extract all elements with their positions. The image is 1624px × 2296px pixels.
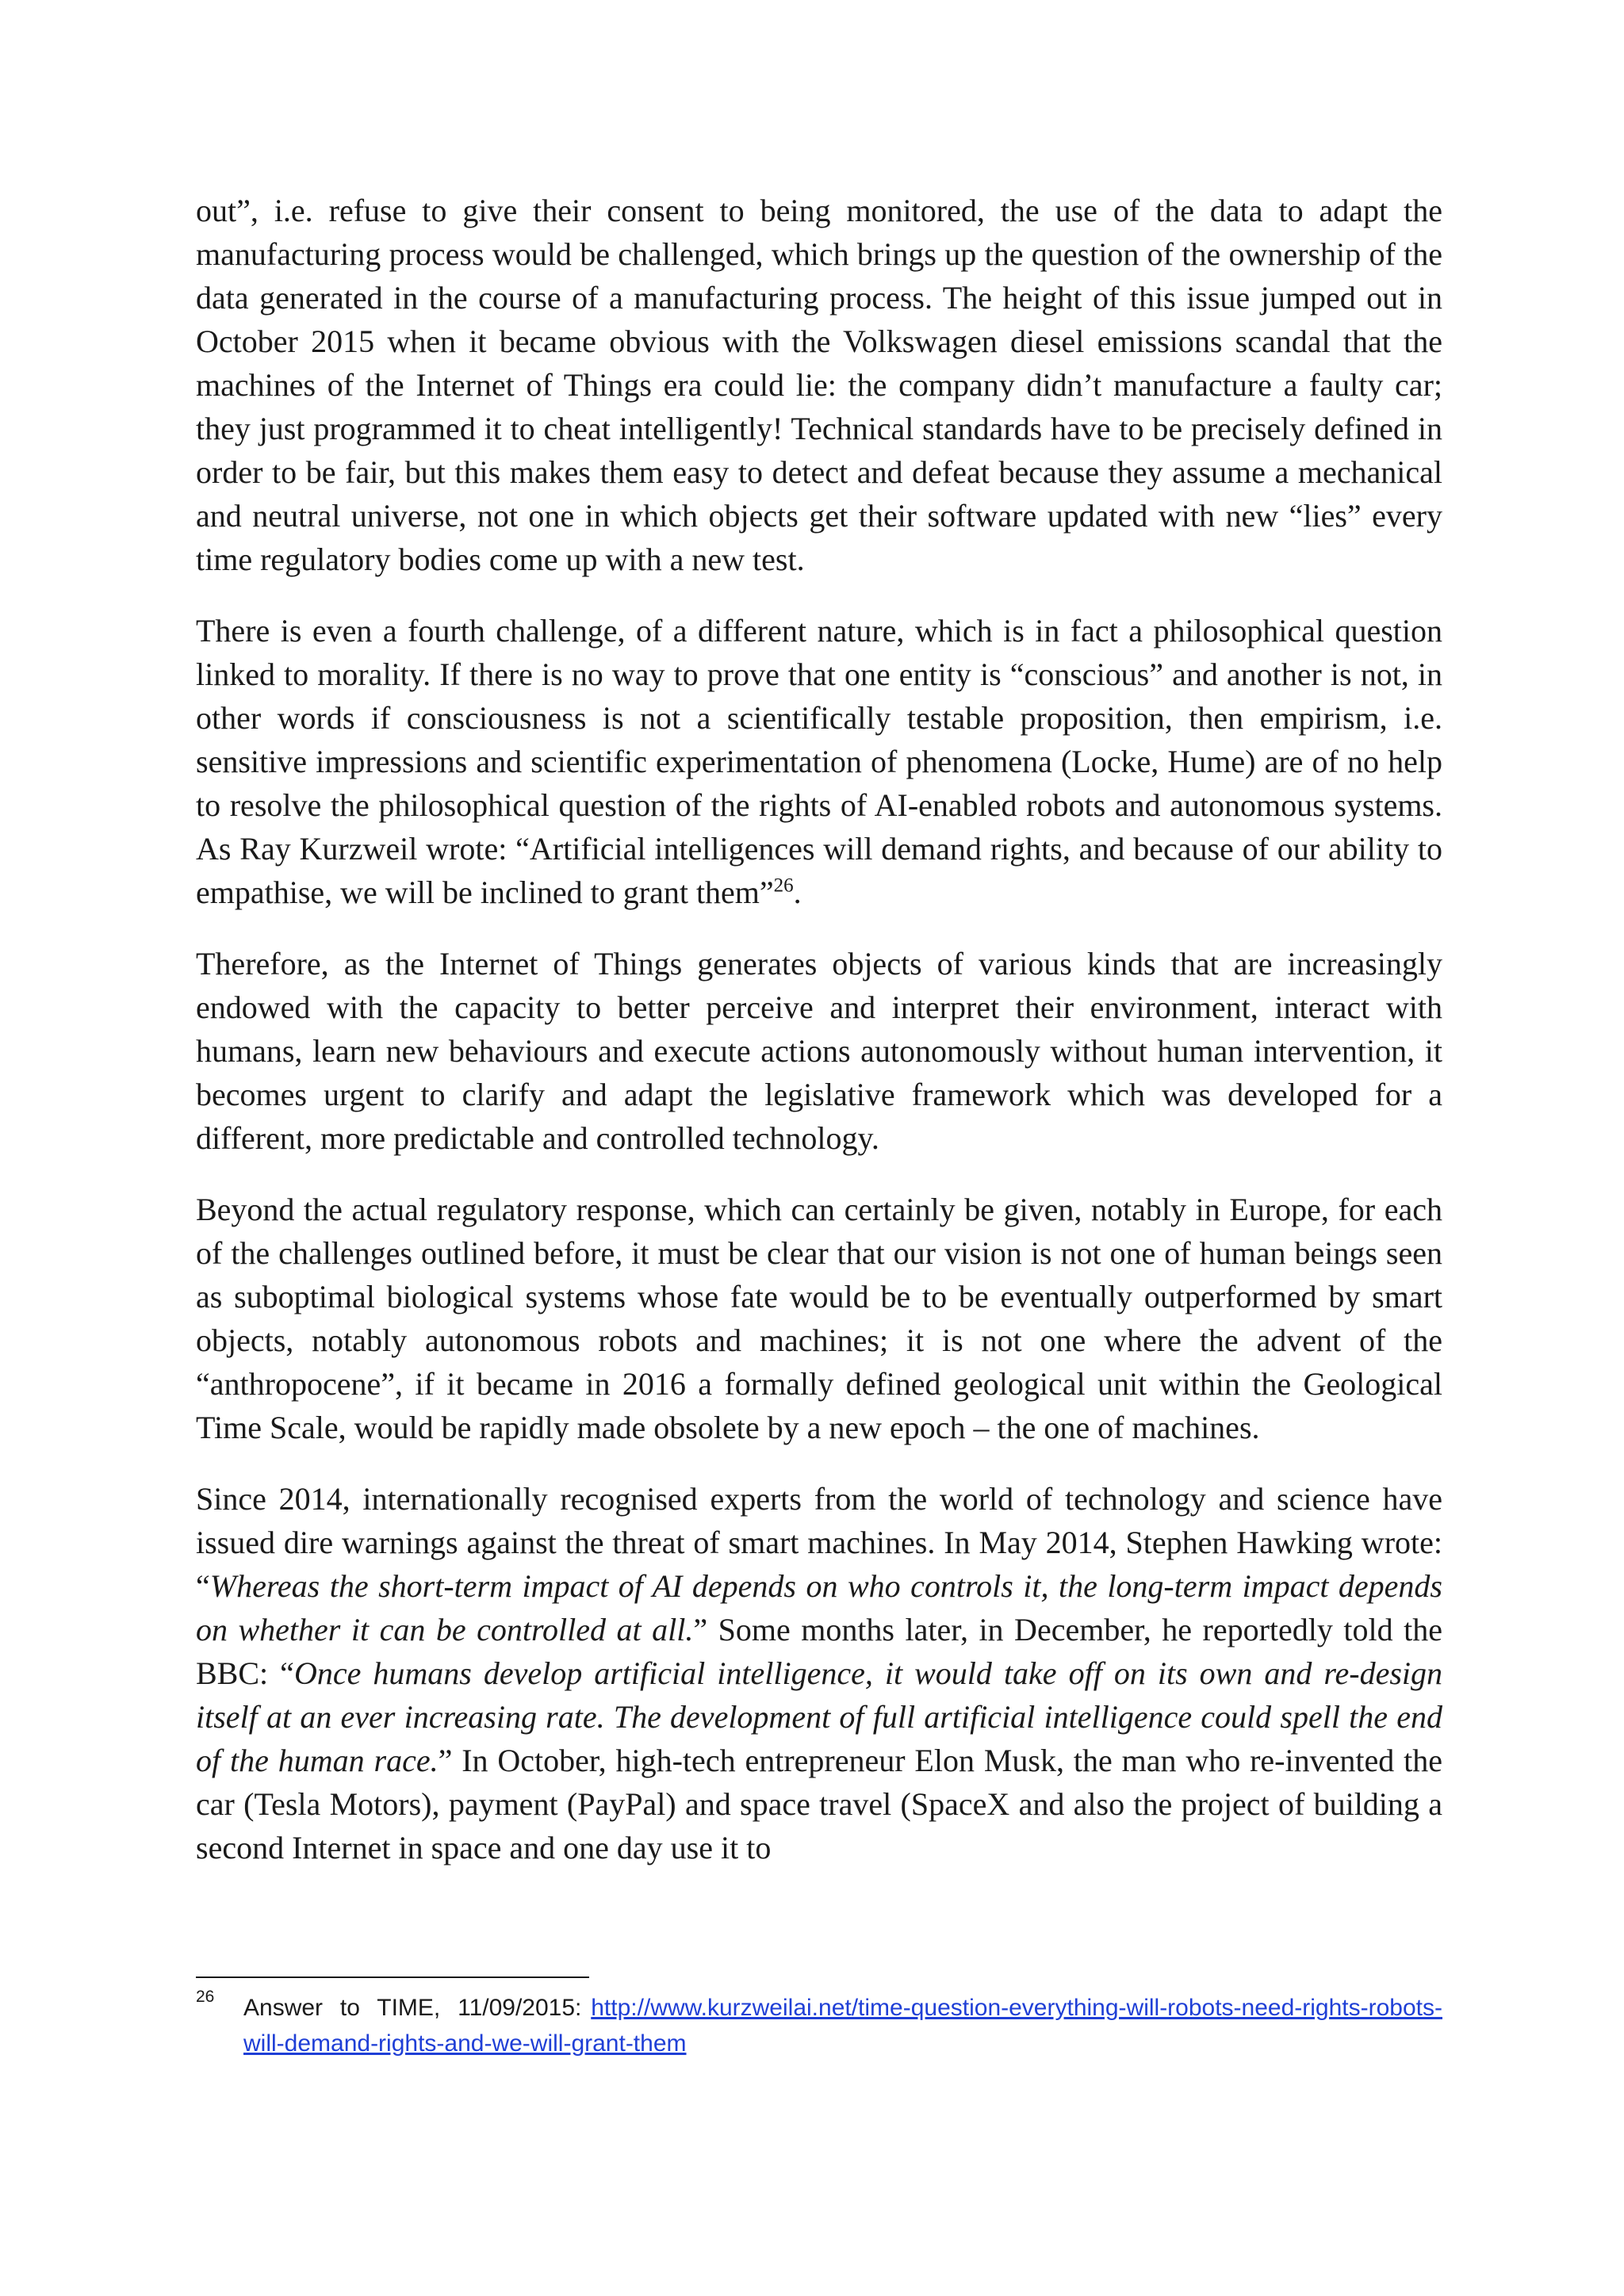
body-text (196, 189, 1442, 1897)
footnote-label: Answer to TIME, 11/09/2015: (243, 1995, 582, 2021)
hawking-quote-1: Whereas the short-term impact of AI depends on who controls it, the long-term impact depends on whether it can be controlled at all. (196, 1568, 1442, 1647)
paragraph-1: out”, i.e. refuse to give their consent to being monitored, the use of the data to adapt the manufacturing process would be challenged, which brings up the question of the ownership of the data generated in the course of a manufacturing process. The height of this issue jumped out in October 2015 when it became obvious with the Volkswagen diesel emissions scandal that the machines of the Internet of Things era could lie: the company didn’t manufacture a faulty car; they just programmed it to cheat intelligently! Technical standards have to be precisely defined in order to be fair, but this makes them easy to detect and defeat because they assume a mechanical and neutral universe, not one in which objects get their software updated with new “lies” every time regulatory bodies come up with a new test. (196, 193, 1442, 577)
hawking-quote-2: Once humans develop artificial intelligence, it would take off on its own and re-design itself at an ever increasing rate. The development of full artificial intelligence could spell the end of the human race. (196, 1655, 1443, 1778)
paragraph-2-text: There is even a fourth challenge, of a different nature, which is in fact a philosophical question linked to morality. If there is no way to prove that one entity is “conscious” and another is not, in other words if consciousness is not a scientifically testable proposition, then empirism, i.e. sensitive impressions and scientific experimentation of phenomena (Locke, Hume) are of no help to resolve the philosophical question of the rights of AI-enabled robots and autonomous systems. As Ray Kurzweil wrote: “Artificial intelligences will demand rights, and because of our ability to empathise, we will be inclined to grant them” (196, 613, 1442, 910)
footnote-body (243, 1990, 1442, 2061)
paragraph-5-bridge: ” Some months later, in December, he reportedly told the BBC: “ (196, 1612, 1442, 1691)
paragraph-4: Beyond the actual regulatory response, which can certainly be given, notably in Europe, for each of the challenges outlined before, it must be clear that our vision is not one of human beings seen as suboptimal biological systems whose fate would be to be eventually outperformed by smart objects, notably autonomous robots and machines; it is not one where the advent of the “anthropocene”, if it became in 2016 a formally defined geological unit within the Geological Time Scale, would be rapidly made obsolete by a new epoch – the one of machines. (196, 1192, 1442, 1445)
footnote-link[interactable]: http://www.kurzweilai.net/time-question-everything-will-robots-need-rights-robots-will-demand-rights-and-we-will-grant-them (243, 1995, 1442, 2057)
footnote-26 (196, 1990, 1442, 2061)
footnote-reference-26[interactable]: 26 (773, 874, 794, 897)
footnote-number: 26 (196, 1988, 215, 2006)
paragraph-2 (196, 609, 1442, 914)
paragraph-5-intro: Since 2014, internationally recognised experts from the world of technology and science have issued dire warnings against the threat of smart machines. In May 2014, Stephen Hawking wrote: “ (196, 1481, 1442, 1604)
paragraph-3: Therefore, as the Internet of Things generates objects of various kinds that are increasingly endowed with the capacity to better perceive and interpret their environment, interact with humans, learn new behaviours and execute actions autonomously without human intervention, it becomes urgent to clarify and adapt the legislative framework which was developed for a different, more predictable and controlled technology. (196, 946, 1442, 1156)
paragraph-2-end: . (793, 874, 802, 910)
paragraph-5 (196, 1477, 1442, 1869)
paragraph-5-continuation: ” In October, high-tech entrepreneur Elon Musk, the man who re-invented the car (Tesla Motors), payment (PayPal) and space travel (SpaceX and also the project of building a second Internet in space and one day use it to (196, 1743, 1442, 1866)
footnote-separator (196, 1976, 589, 1978)
